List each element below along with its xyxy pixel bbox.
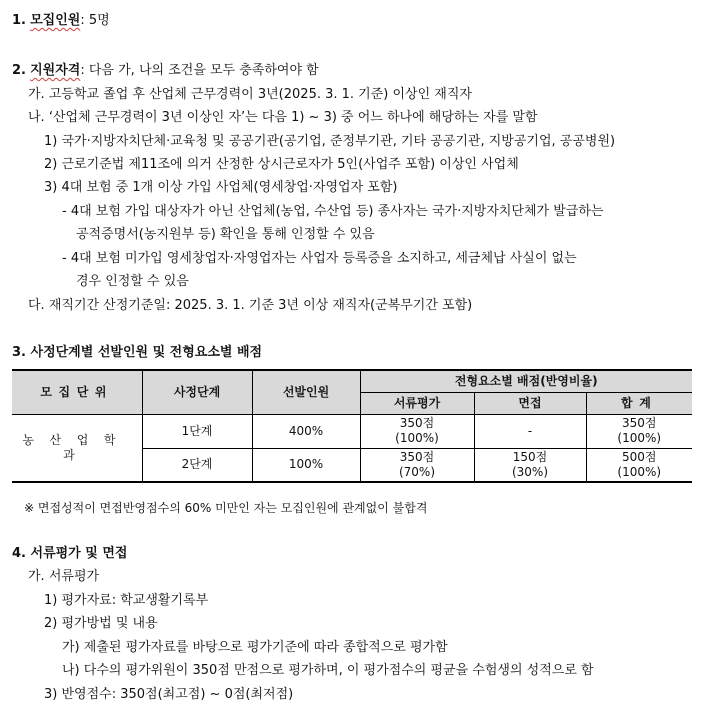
doc-score-cell: 350점 (100%)	[360, 414, 474, 448]
selection-table	[12, 369, 692, 483]
interview-score-cell: 150점 (30%)	[474, 448, 586, 482]
section-4-heading: 4. 서류평가 및 면접	[12, 546, 128, 561]
count-cell: 400%	[252, 414, 360, 448]
doc-eval-item-1: 1) 평가자료: 학교생활기록부	[44, 593, 209, 608]
section-intro: : 다음 가, 나의 조건을 모두 충족하여야 함	[80, 63, 319, 78]
header-unit: 모집단위	[12, 370, 142, 414]
doc-eval-subitem-ka: 가) 제출된 평가자료를 바탕으로 평가기준에 따라 종합적으로 평가함	[62, 640, 448, 655]
stage-cell: 1단계	[142, 414, 252, 448]
table-row	[12, 414, 692, 448]
doc-score-cell: 350점 (70%)	[360, 448, 474, 482]
section-number: 1.	[12, 13, 26, 28]
section-3-heading: 3. 사정단계별 선발인원 및 전형요소별 배점	[12, 345, 263, 360]
section-2-heading	[12, 62, 319, 79]
stage-cell: 2단계	[142, 448, 252, 482]
header-score-group: 전형요소별 배점(반영비율)	[360, 370, 692, 392]
qualification-item-1: 1) 국가·지방자치단체·교육청 및 공공기관(공기업, 준정부기관, 기타 공공기관, 지방공기업, 공공병원)	[44, 134, 616, 149]
qualification-dash-1-line-1: - 4대 보험 가입 대상자가 아닌 산업체(농업, 수산업 등) 종사자는 국가·지방자치단체가 발급하는	[62, 204, 604, 219]
doc-eval-heading: 가. 서류평가	[28, 569, 100, 584]
section-label: 모집인원	[30, 13, 81, 28]
table-note: ※ 면접성적이 면접반영점수의 60% 미만인 자는 모집인원에 관계없이 불합격	[24, 501, 428, 515]
section-label: 지원자격	[30, 63, 81, 78]
header-count: 선발인원	[252, 370, 360, 414]
total-score-cell: 500점 (100%)	[586, 448, 692, 482]
qualification-item-2: 2) 근로기준법 제11조에 의거 산정한 상시근로자가 5인(사업주 포함) 이상인 사업체	[44, 157, 519, 172]
doc-eval-item-3: 3) 반영점수: 350점(최고점) ~ 0점(최저점)	[44, 687, 294, 702]
section-1-heading	[12, 12, 110, 29]
recruit-count: : 5명	[80, 13, 110, 28]
qualification-ga: 가. 고등학교 졸업 후 산업체 근무경력이 3년(2025. 3. 1. 기준) 이상인 재직자	[28, 87, 472, 102]
section-number: 2.	[12, 63, 26, 78]
header-total: 합계	[586, 392, 692, 414]
doc-eval-subitem-na: 나) 다수의 평가위원이 350점 만점으로 평가하며, 이 평가점수의 평균을 수험생의 성적으로 함	[62, 663, 594, 678]
unit-name: 농산업학과	[12, 414, 142, 482]
qualification-dash-2-line-1: - 4대 보험 미가입 영세창업자·자영업자는 사업자 등록증을 소지하고, 세금체납 사실이 없는	[62, 251, 577, 266]
count-cell: 100%	[252, 448, 360, 482]
qualification-dash-2-line-2: 경우 인정할 수 있음	[76, 274, 189, 289]
qualification-da: 다. 재직기간 산정기준일: 2025. 3. 1. 기준 3년 이상 재직자(군복무기간 포함)	[28, 298, 473, 313]
qualification-na: 나. ‘산업체 근무경력이 3년 이상인 자’는 다음 1) ~ 3) 중 어느 하나에 해당하는 자를 말함	[28, 110, 538, 125]
qualification-item-3: 3) 4대 보험 중 1개 이상 가입 사업체(영세창업·자영업자 포함)	[44, 180, 398, 195]
header-doc-eval: 서류평가	[360, 392, 474, 414]
doc-eval-item-2: 2) 평가방법 및 내용	[44, 616, 158, 631]
total-score-cell: 350점 (100%)	[586, 414, 692, 448]
qualification-dash-1-line-2: 공적증명서(농지원부 등) 확인을 통해 인정할 수 있음	[76, 227, 375, 242]
header-interview: 면접	[474, 392, 586, 414]
interview-score-cell: -	[474, 414, 586, 448]
header-stage: 사정단계	[142, 370, 252, 414]
